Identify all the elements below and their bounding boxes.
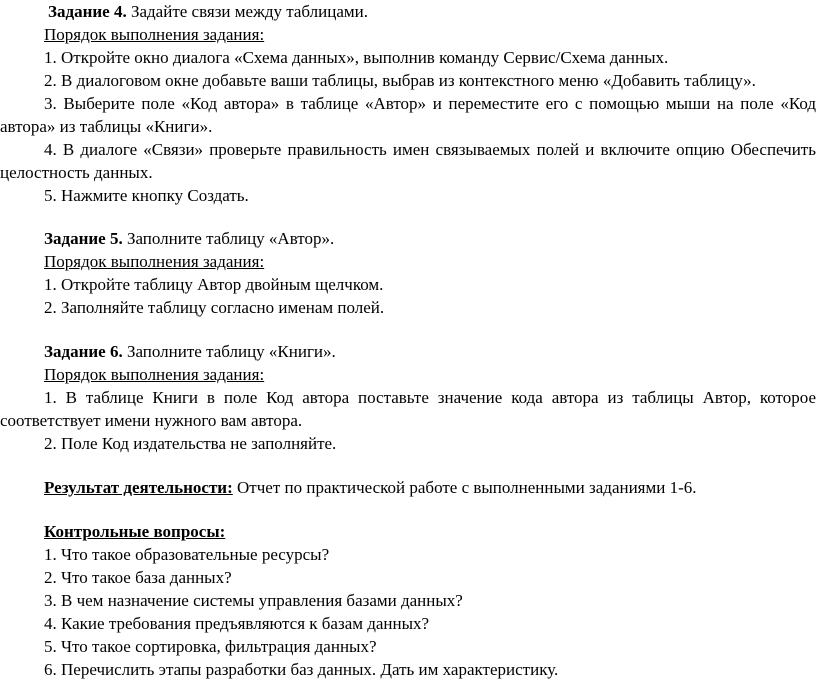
task6-title-rest: Заполните таблицу «Книги». [122, 342, 336, 361]
question-3: 3. В чем назначение системы управления базами данных? [44, 591, 463, 610]
task5-heading [44, 227, 816, 250]
question-5: 5. Что такое сортировка, фильтрация данных? [44, 637, 377, 656]
task5-step-1: 1. Откройте таблицу Автор двойным щелчком. [44, 275, 384, 294]
task4-step-2: 2. В диалоговом окне добавьте ваши таблицы, выбрав из контекстного меню «Добавить таблицу». [44, 71, 756, 90]
task4-step-3-cont: автора» из таблицы «Книги». [0, 117, 213, 136]
task5-procedure-label: Порядок выполнения задания: [44, 252, 265, 271]
task6-step-1: 1. В таблице Книги в поле Код автора поставьте значение кода автора из таблицы Автор, которое [44, 388, 816, 407]
task6-heading [44, 340, 816, 363]
task4-step-1: 1. Откройте окно диалога «Схема данных», выполнив команду Сервис/Схема данных. [44, 48, 669, 67]
task6-procedure-label: Порядок выполнения задания: [44, 365, 265, 384]
task6-procedure [44, 363, 816, 386]
questions-title [44, 520, 816, 543]
question-6: 6. Перечислить этапы разработки баз данных. Дать им характеристику. [44, 660, 559, 679]
task4-step-4-cont: целостность данных. [0, 163, 153, 182]
question-2: 2. Что такое база данных? [44, 568, 232, 587]
result-label: Результат деятельности: [44, 478, 233, 497]
result-line [44, 476, 816, 499]
task4-procedure [44, 23, 816, 46]
task4-procedure-label: Порядок выполнения задания: [44, 25, 265, 44]
questions-title-text: Контрольные вопросы: [44, 522, 226, 541]
task6-title-bold: Задание 6. [44, 342, 123, 361]
question-1: 1. Что такое образовательные ресурсы? [44, 545, 330, 564]
task6-step-2: 2. Поле Код издательства не заполняйте. [44, 434, 337, 453]
task4-heading [48, 0, 816, 23]
task5-procedure [44, 250, 816, 273]
task5-title-bold: Задание 5. [44, 229, 123, 248]
question-4: 4. Какие требования предъявляются к базам данных? [44, 614, 430, 633]
task4-step-5: 5. Нажмите кнопку Создать. [44, 186, 249, 205]
task5-title-rest: Заполните таблицу «Автор». [122, 229, 335, 248]
task5-step-2: 2. Заполняйте таблицу согласно именам полей. [44, 298, 385, 317]
task6-step-1-cont: соответствует имени нужного вам автора. [0, 411, 303, 430]
task4-title-bold: Задание 4. [48, 2, 127, 21]
task4-title-rest: Задайте связи между таблицами. [126, 2, 368, 21]
result-text: Отчет по практической работе с выполненными заданиями 1-6. [232, 478, 697, 497]
task4-step-3: 3. Выберите поле «Код автора» в таблице «Автор» и переместите его с помощью мыши на поле «Код [44, 94, 816, 113]
task4-step-4: 4. В диалоге «Связи» проверьте правильность имен связываемых полей и включите опцию Обеспечить [44, 140, 816, 159]
